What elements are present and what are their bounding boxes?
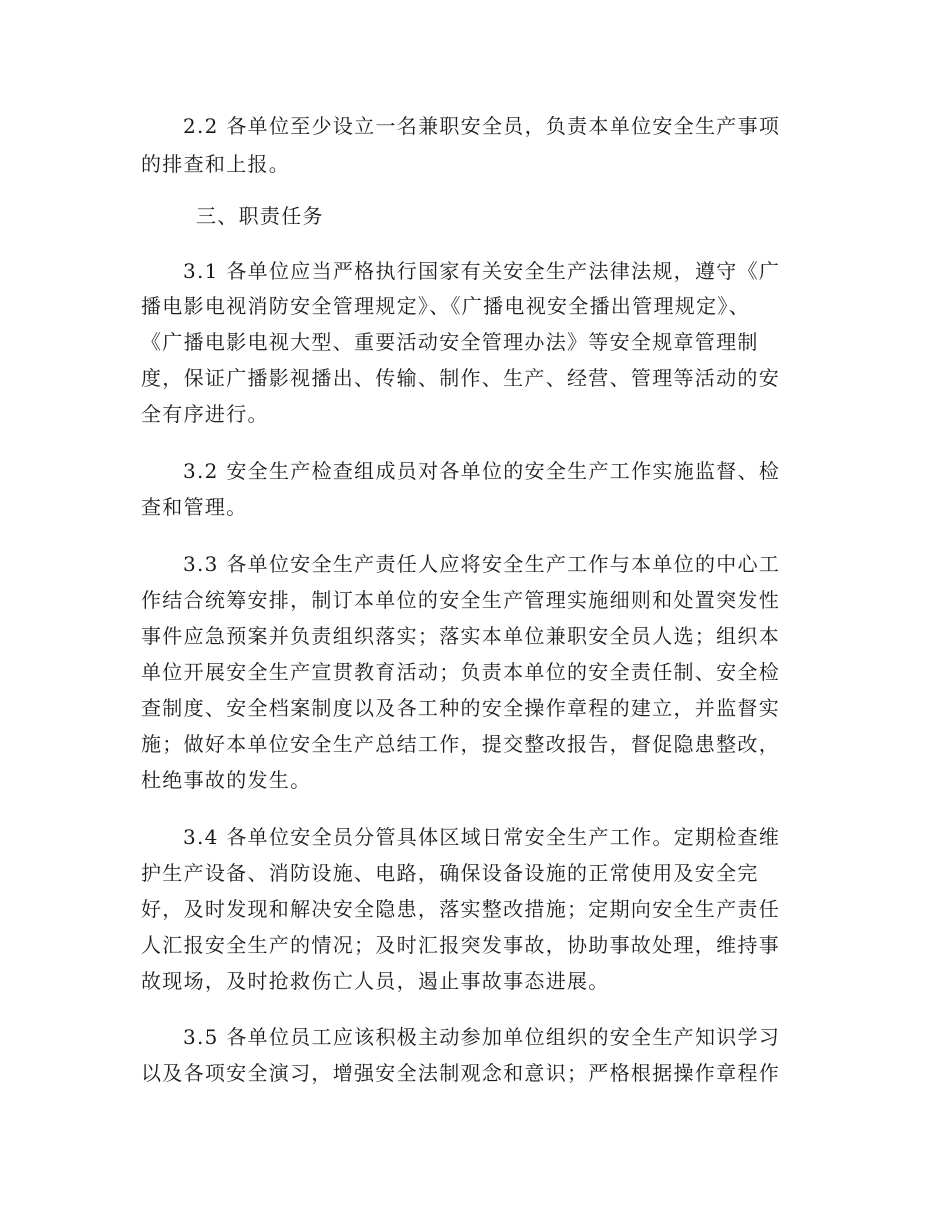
paragraph-3-4-line-1: 3.4 各单位安全员分管具体区域日常安全生产工作。定期检查维 [183, 825, 781, 849]
paragraph-2-2-line-1: 2.2 各单位至少设立一名兼职安全员，负责本单位安全生产事项 [183, 114, 781, 138]
paragraph-3-5-line-2: 以及各项安全演习，增强安全法制观念和意识；严格根据操作章程作 [141, 1061, 780, 1085]
paragraph-3-1-line-3: 《广播电影电视大型、重要活动安全管理办法》等安全规章管理制 [141, 330, 759, 354]
paragraph-3-3-line-7: 杜绝事故的发生。 [141, 768, 312, 792]
paragraph-3-2-line-2: 查和管理。 [141, 495, 248, 519]
paragraph-3-1-line-2: 播电影电视消防安全管理规定》、《广播电视安全播出管理规定》、 [141, 294, 750, 318]
paragraph-3-2-line-1: 3.2 安全生产检查组成员对各单位的安全生产工作实施监督、检 [183, 459, 781, 483]
paragraph-3-3-line-2: 作结合统筹安排，制订本单位的安全生产管理实施细则和处置突发性 [141, 588, 780, 612]
paragraph-3-3-line-4: 单位开展安全生产宣贯教育活动；负责本单位的安全责任制、安全检 [141, 660, 780, 684]
paragraph-3-3-line-6: 施；做好本单位安全生产总结工作，提交整改报告，督促隐患整改， [141, 732, 780, 756]
paragraph-3-4-line-2: 护生产设备、消防设施、电路，确保设备设施的正常使用及安全完 [141, 861, 759, 885]
paragraph-2-2-line-2: 的排查和上报。 [141, 152, 291, 176]
paragraph-3-3-line-5: 查制度、安全档案制度以及各工种的安全操作章程的建立，并监督实 [141, 696, 780, 720]
paragraph-3-5-line-1: 3.5 各单位员工应该积极主动参加单位组织的安全生产知识学习 [183, 1025, 781, 1049]
paragraph-3-4-line-4: 人汇报安全生产的情况；及时汇报突发事故，协助事故处理，维持事 [141, 933, 780, 957]
paragraph-3-1-line-5: 全有序进行。 [141, 402, 269, 426]
section-heading: 三、职责任务 [196, 204, 324, 228]
paragraph-3-3-line-1: 3.3 各单位安全生产责任人应将安全生产工作与本单位的中心工 [183, 552, 781, 576]
paragraph-3-1-line-4: 度，保证广播影视播出、传输、制作、生产、经营、管理等活动的安 [141, 366, 780, 390]
paragraph-3-4-line-5: 故现场，及时抢救伤亡人员，遏止事故事态进展。 [141, 969, 610, 993]
paragraph-3-3-line-3: 事件应急预案并负责组织落实；落实本单位兼职安全员人选；组织本 [141, 624, 780, 648]
paragraph-3-1-line-1: 3.1 各单位应当严格执行国家有关安全生产法律法规，遵守《广 [183, 259, 781, 283]
paragraph-3-4-line-3: 好，及时发现和解决安全隐患，落实整改措施；定期向安全生产责任 [141, 897, 780, 921]
